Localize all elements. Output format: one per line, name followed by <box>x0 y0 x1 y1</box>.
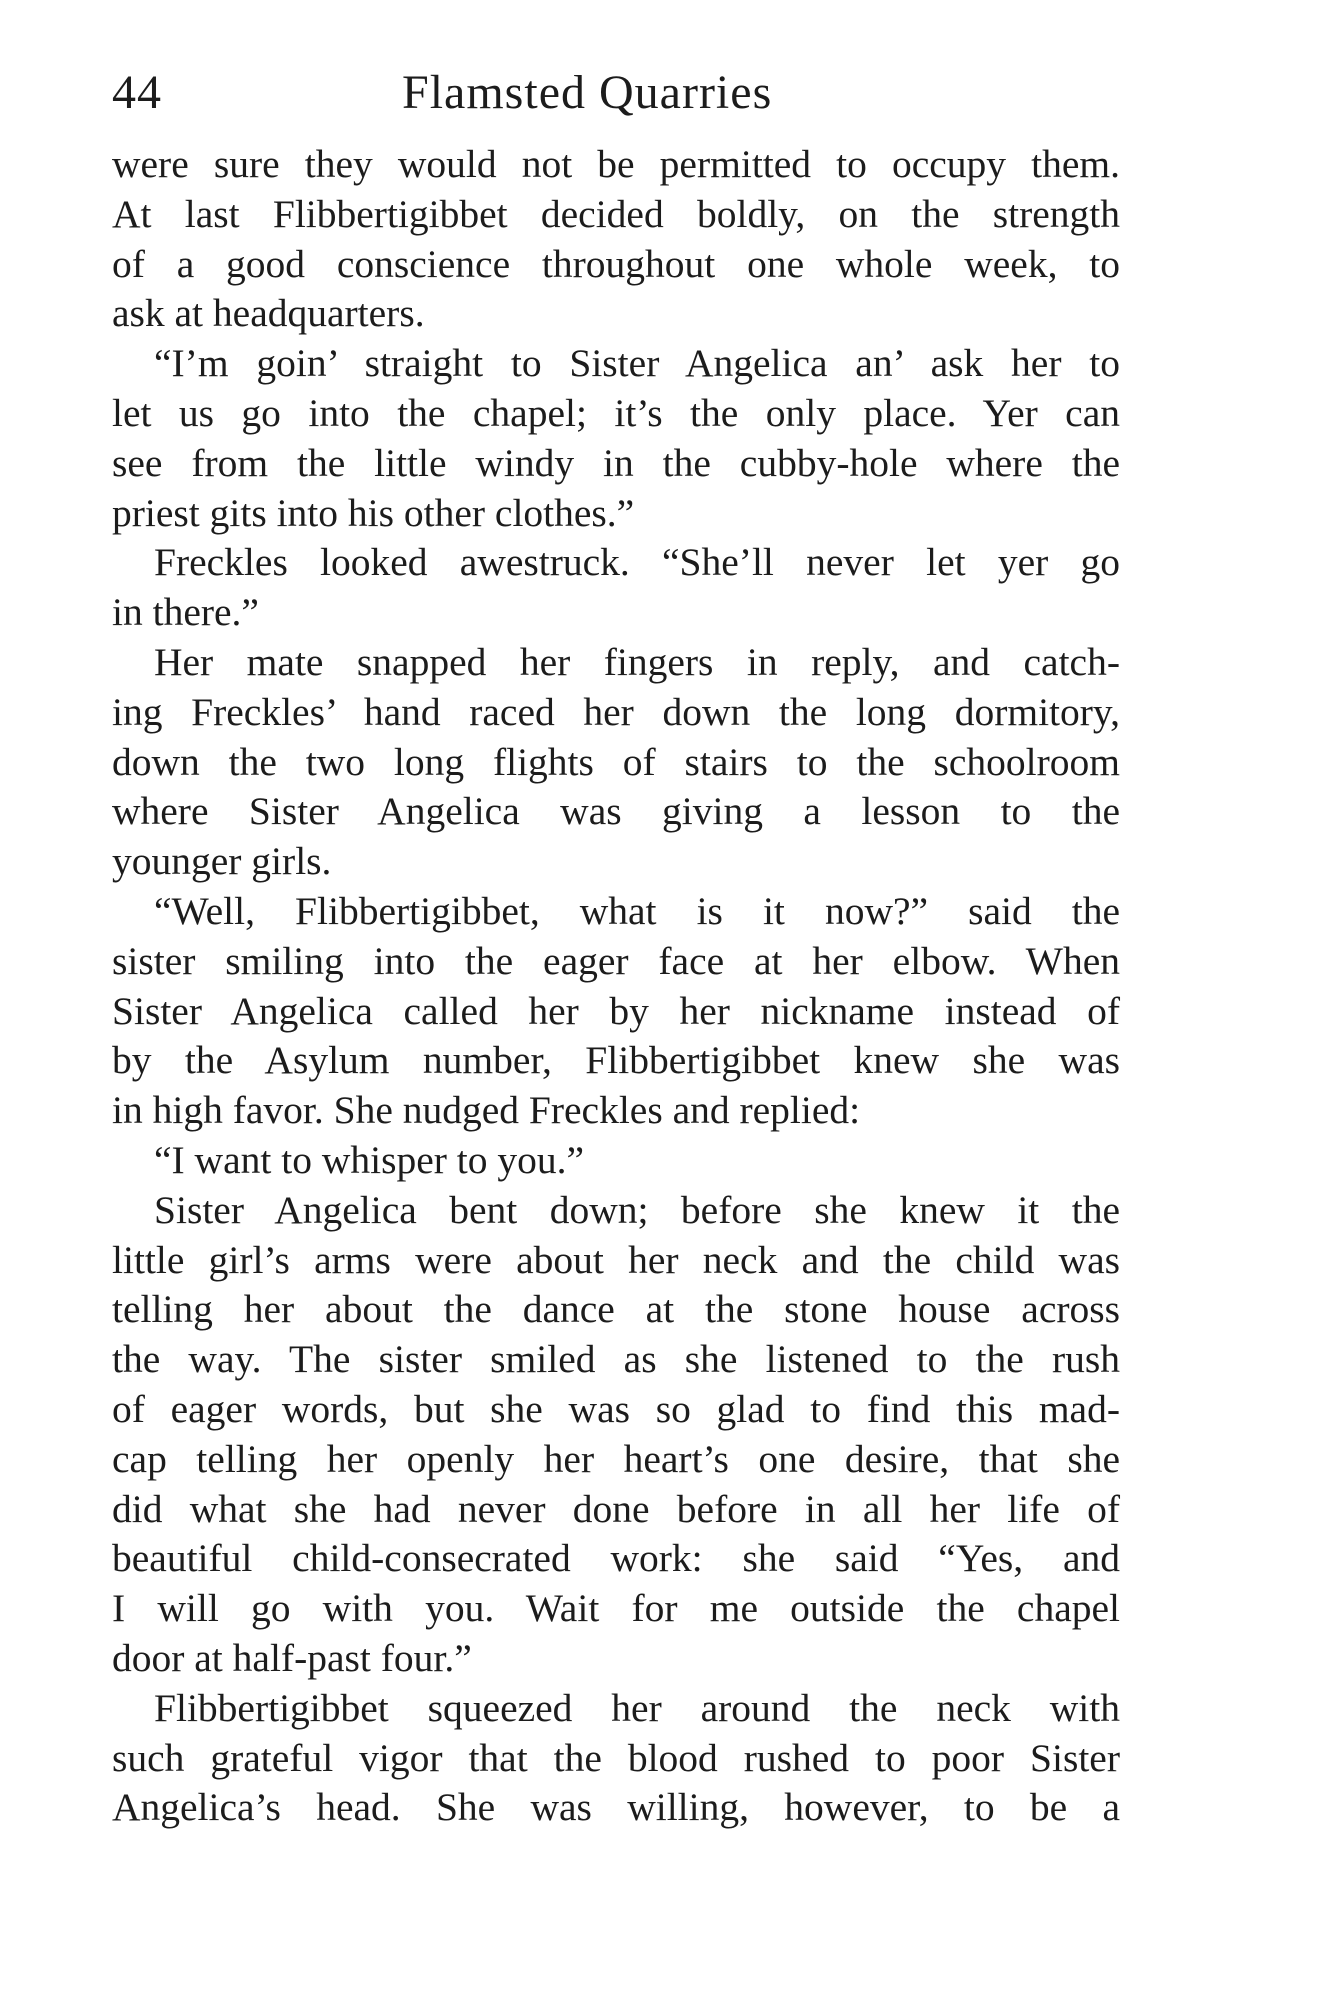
text-line: door at half-past four.” <box>112 1635 472 1680</box>
text-line: Flibbertigibbet squeezed her around the neck with <box>154 1685 1120 1730</box>
text-line: such grateful vigor that the blood rushed to poor Sister <box>112 1735 1120 1780</box>
page-number: 44 <box>112 66 162 119</box>
text-line: I will go with you. Wait for me outside the chapel <box>112 1586 1120 1631</box>
text-line: “I want to whisper to you.” <box>154 1137 585 1182</box>
text-line: priest gits into his other clothes.” <box>112 490 635 535</box>
text-line: Angelica’s head. She was willing, however, to be a <box>112 1785 1120 1830</box>
text-line: see from the little windy in the cubby-hole where the <box>112 440 1120 485</box>
body-text <box>112 140 1120 1833</box>
text-line: by the Asylum number, Flibbertigibbet knew she was <box>112 1038 1120 1083</box>
text-line: younger girls. <box>112 839 332 884</box>
text-line: Her mate snapped her fingers in reply, and catch- <box>154 639 1120 684</box>
text-line: “Well, Flibbertigibbet, what is it now?” said the <box>154 888 1120 933</box>
text-line: “I’m goin’ straight to Sister Angelica an’ ask her to <box>154 341 1120 386</box>
text-line: in there.” <box>112 590 259 635</box>
running-title: Flamsted Quarries <box>402 66 773 119</box>
text-line: were sure they would not be permitted to occupy them. <box>112 142 1120 186</box>
text-line: down the two long flights of stairs to the schoolroom <box>112 739 1120 784</box>
text-line: the way. The sister smiled as she listened to the rush <box>112 1337 1120 1382</box>
text-line: telling her about the dance at the stone house across <box>112 1287 1120 1332</box>
page-header <box>112 58 1120 128</box>
text-line: where Sister Angelica was giving a lesson to the <box>112 789 1120 834</box>
text-line: ask at headquarters. <box>112 291 425 336</box>
text-line: Freckles looked awestruck. “She’ll never let yer go <box>154 540 1120 585</box>
text-line: sister smiling into the eager face at her elbow. When <box>112 938 1120 983</box>
text-line: cap telling her openly her heart’s one desire, that she <box>112 1436 1120 1481</box>
text-line: of a good conscience throughout one whole week, to <box>112 241 1120 286</box>
text-line: Sister Angelica bent down; before she knew it the <box>154 1187 1120 1232</box>
text-line: beautiful child-consecrated work: she said “Yes, and <box>112 1536 1120 1581</box>
text-line: Sister Angelica called her by her nickname instead of <box>112 988 1120 1033</box>
text-line: of eager words, but she was so glad to find this mad- <box>112 1386 1120 1431</box>
text-line: At last Flibbertigibbet decided boldly, on the strength <box>112 191 1120 236</box>
text-line: did what she had never done before in all her life of <box>112 1486 1120 1531</box>
text-line: little girl’s arms were about her neck and the child was <box>112 1237 1120 1282</box>
text-line: in high favor. She nudged Freckles and replied: <box>112 1088 861 1133</box>
text-line: ing Freckles’ hand raced her down the long dormitory, <box>112 689 1120 734</box>
text-line: let us go into the chapel; it’s the only place. Yer can <box>112 390 1120 435</box>
